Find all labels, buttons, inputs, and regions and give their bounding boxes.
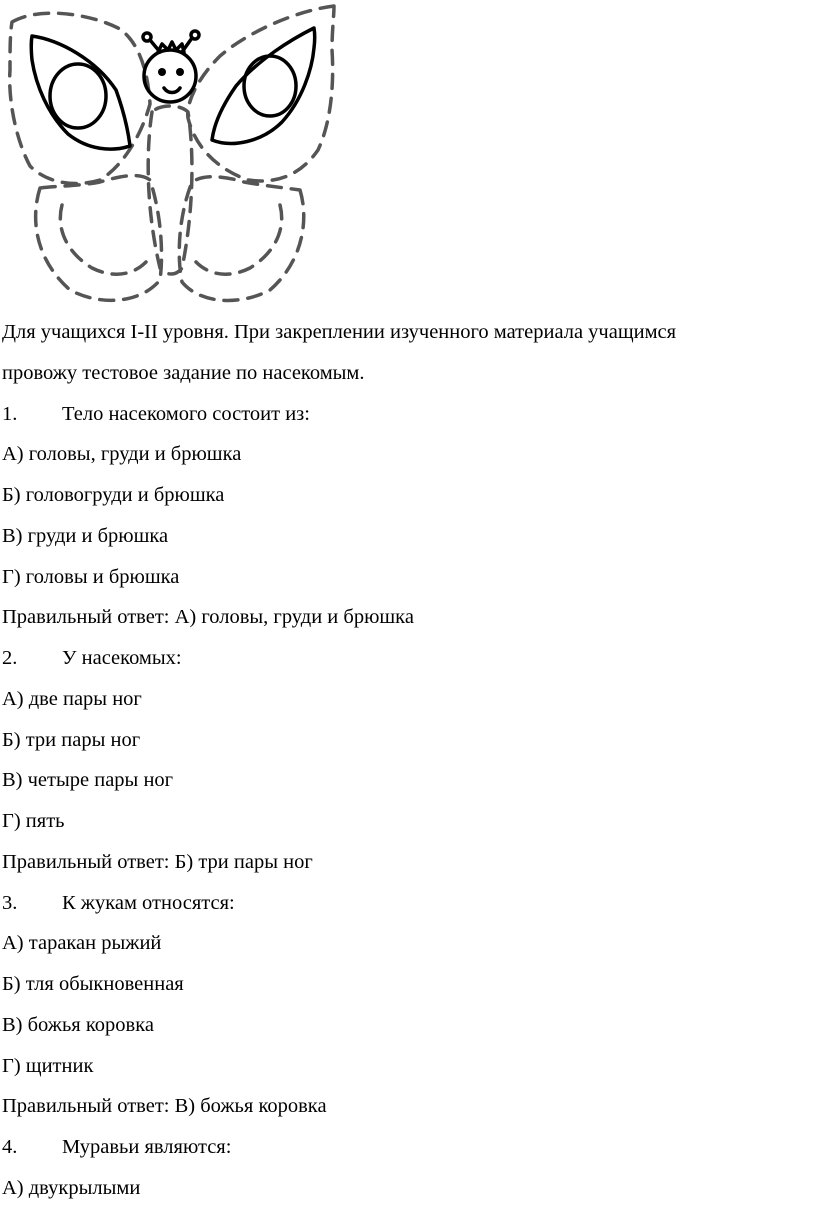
lower-left-wing-dashed-outline bbox=[36, 176, 162, 301]
option: Г) щитник bbox=[2, 1054, 94, 1077]
option: А) две пары ног bbox=[2, 687, 142, 710]
intro-line-1: Для учащихся I-II уровня. При закреплении изученного материала учащимся bbox=[2, 321, 677, 343]
upper-left-wing-eye-circle bbox=[50, 64, 106, 128]
test-text-block bbox=[0, 312, 816, 1209]
smile bbox=[164, 88, 180, 93]
right-eye bbox=[176, 68, 184, 76]
option: Б) головогруди и брюшка bbox=[2, 484, 225, 506]
option: В) четыре пары ног bbox=[2, 769, 174, 792]
question-1 bbox=[0, 394, 816, 435]
left-eye bbox=[158, 68, 166, 76]
option: Г) пять bbox=[2, 810, 65, 832]
question-2 bbox=[0, 638, 816, 679]
correct-answer: Правильный ответ: В) божья коровка bbox=[2, 1095, 327, 1118]
question-number: 2. bbox=[2, 647, 18, 669]
question-number: 4. bbox=[2, 1136, 18, 1158]
correct-answer: Правильный ответ: А) головы, груди и брюшка bbox=[2, 606, 414, 629]
lower-right-wing-dashed-outline bbox=[179, 177, 304, 301]
question-text: Муравьи являются: bbox=[62, 1136, 232, 1158]
lower-right-wing-inner-dashed-line bbox=[196, 205, 282, 274]
correct-answer: Правильный ответ: Б) три пары ног bbox=[2, 850, 313, 873]
upper-right-wing-eye-circle bbox=[244, 56, 296, 116]
upper-left-wing-solid-shape bbox=[31, 36, 130, 149]
butterfly-head bbox=[144, 50, 196, 102]
option: В) груди и брюшка bbox=[2, 524, 169, 547]
question-3 bbox=[0, 883, 816, 924]
upper-right-wing-solid-shape bbox=[212, 28, 315, 143]
question-text: Тело насекомого состоит из: bbox=[62, 402, 310, 425]
question-text: У насекомых: bbox=[62, 647, 182, 669]
butterfly-coloring-illustration bbox=[0, 0, 340, 310]
option: А) головы, груди и брюшка bbox=[2, 443, 242, 466]
lower-left-wing-inner-dashed-line bbox=[60, 205, 146, 274]
upper-right-wing-dashed-outline bbox=[188, 6, 334, 181]
intro-line-2: провожу тестовое задание по насекомым. bbox=[2, 361, 365, 384]
question-number: 1. bbox=[2, 402, 18, 425]
option: Г) головы и брюшка bbox=[2, 565, 180, 588]
question-4 bbox=[0, 1127, 816, 1168]
option: А) двукрылыми bbox=[2, 1176, 141, 1199]
option: А) таракан рыжий bbox=[2, 932, 162, 955]
question-text: К жукам относятся: bbox=[62, 891, 235, 914]
option: Б) тля обыкновенная bbox=[2, 973, 184, 995]
question-number: 3. bbox=[2, 891, 18, 914]
option: Б) три пары ног bbox=[2, 728, 141, 751]
option: В) божья коровка bbox=[2, 1013, 154, 1036]
